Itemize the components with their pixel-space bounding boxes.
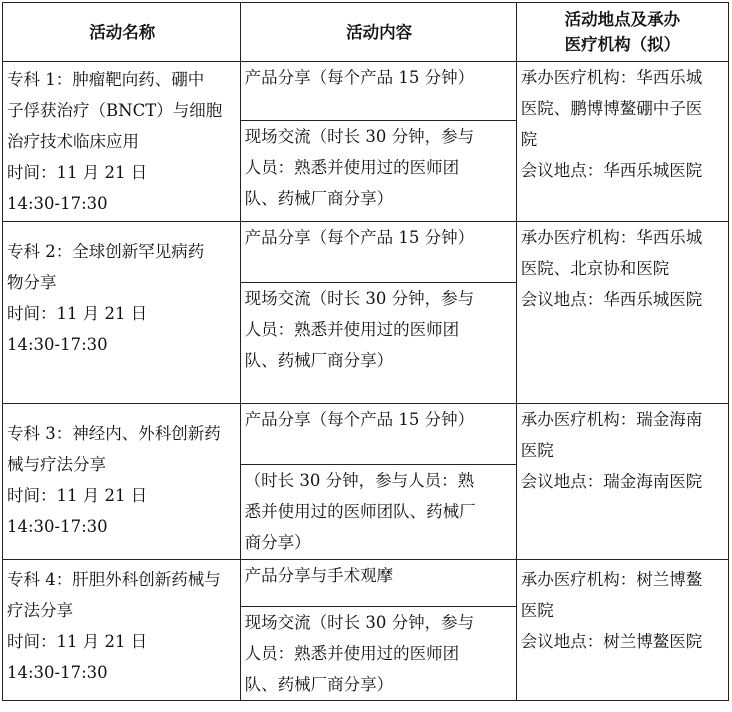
location-line: 承办医疗机构：华西乐城: [520, 68, 703, 87]
header-activity-location: 活动地点及承办医疗机构（拟）: [516, 3, 728, 62]
header-row: [3, 3, 729, 62]
content-line: 现场交流（时长 30 分钟，参与: [244, 127, 475, 146]
location-line: 承办医疗机构：瑞金海南: [520, 410, 703, 429]
table-row: [3, 404, 729, 465]
activity-name-cell: [3, 404, 241, 560]
content-line: 悉并使用过的医师团队、药械厂: [244, 502, 476, 521]
header-activity-content: 活动内容: [240, 3, 516, 62]
activity-time-range: 14:30-17:30: [7, 517, 108, 536]
table-row: [3, 62, 729, 121]
content-line: 现场交流（时长 30 分钟，参与: [244, 613, 475, 632]
location-line: 医院、北京协和医院: [520, 259, 670, 278]
activity-name-line: 子俘获治疗（BNCT）与细胞: [7, 101, 223, 120]
content-line: 队、药械厂商分享）: [244, 675, 394, 694]
activity-name-cell: [3, 62, 241, 222]
location-line: 医院: [520, 441, 554, 460]
activity-name-line: 专科 3：神经内、外科创新药: [7, 424, 221, 443]
content-line: 现场交流（时长 30 分钟，参与: [244, 289, 475, 308]
activity-time-range: 14:30-17:30: [7, 194, 108, 213]
activity-name-line: 专科 4：肝胆外科创新药械与: [7, 570, 221, 589]
activity-time-date: 时间：11 月 21 日: [7, 486, 148, 505]
activity-name-line: 疗法分享: [7, 601, 73, 620]
location-cell: [516, 222, 728, 404]
content-product-share: 产品分享与手术观摩: [240, 560, 516, 607]
activity-name-line: 治疗技术临床应用: [7, 132, 139, 151]
content-exchange: [240, 283, 516, 404]
content-line: （时长 30 分钟，参与人员：熟: [244, 471, 475, 490]
content-line: 商分享）: [244, 533, 311, 552]
location-cell: [516, 560, 728, 701]
content-line: 队、药械厂商分享）: [244, 351, 394, 370]
activity-time-date: 时间：11 月 21 日: [7, 632, 148, 651]
activity-time-range: 14:30-17:30: [7, 663, 108, 682]
activity-table: [2, 2, 729, 701]
content-exchange: [240, 121, 516, 222]
location-cell: [516, 62, 728, 222]
content-product-share: 产品分享（每个产品 15 分钟）: [240, 404, 516, 465]
header-activity-name: 活动名称: [3, 3, 241, 62]
location-line: 承办医疗机构：树兰博鳌: [520, 570, 703, 589]
location-line: 会议地点：瑞金海南医院: [520, 472, 703, 491]
activity-time-date: 时间：11 月 21 日: [7, 163, 148, 182]
content-line: 队、药械厂商分享）: [244, 189, 394, 208]
location-cell: [516, 404, 728, 560]
content-line: 人员：熟悉并使用过的医师团: [244, 320, 460, 339]
activity-time-range: 14:30-17:30: [7, 335, 108, 354]
content-product-share: 产品分享（每个产品 15 分钟）: [240, 62, 516, 121]
location-line: 会议地点：华西乐城医院: [520, 290, 703, 309]
content-exchange: [240, 465, 516, 560]
activity-name-line: 专科 1：肿瘤靶向药、硼中: [7, 70, 205, 89]
location-line: 承办医疗机构：华西乐城: [520, 228, 703, 247]
activity-name-cell: [3, 560, 241, 701]
location-line: 医院、鹏博博鳌硼中子医: [520, 99, 703, 118]
content-product-share: 产品分享（每个产品 15 分钟）: [240, 222, 516, 283]
activity-name-line: 专科 2：全球创新罕见病药: [7, 242, 205, 261]
location-line: 会议地点：华西乐城医院: [520, 161, 703, 180]
location-line: 医院: [520, 601, 554, 620]
content-line: 人员：熟悉并使用过的医师团: [244, 158, 460, 177]
location-line: 院: [520, 130, 538, 149]
table-row: [3, 560, 729, 607]
activity-name-line: 械与疗法分享: [7, 455, 106, 474]
activity-name-cell: [3, 222, 241, 404]
table-row: [3, 222, 729, 283]
location-line: 会议地点：树兰博鳌医院: [520, 632, 703, 651]
activity-time-date: 时间：11 月 21 日: [7, 304, 148, 323]
content-line: 人员：熟悉并使用过的医师团: [244, 644, 460, 663]
activity-name-line: 物分享: [7, 273, 57, 292]
content-exchange: [240, 607, 516, 701]
